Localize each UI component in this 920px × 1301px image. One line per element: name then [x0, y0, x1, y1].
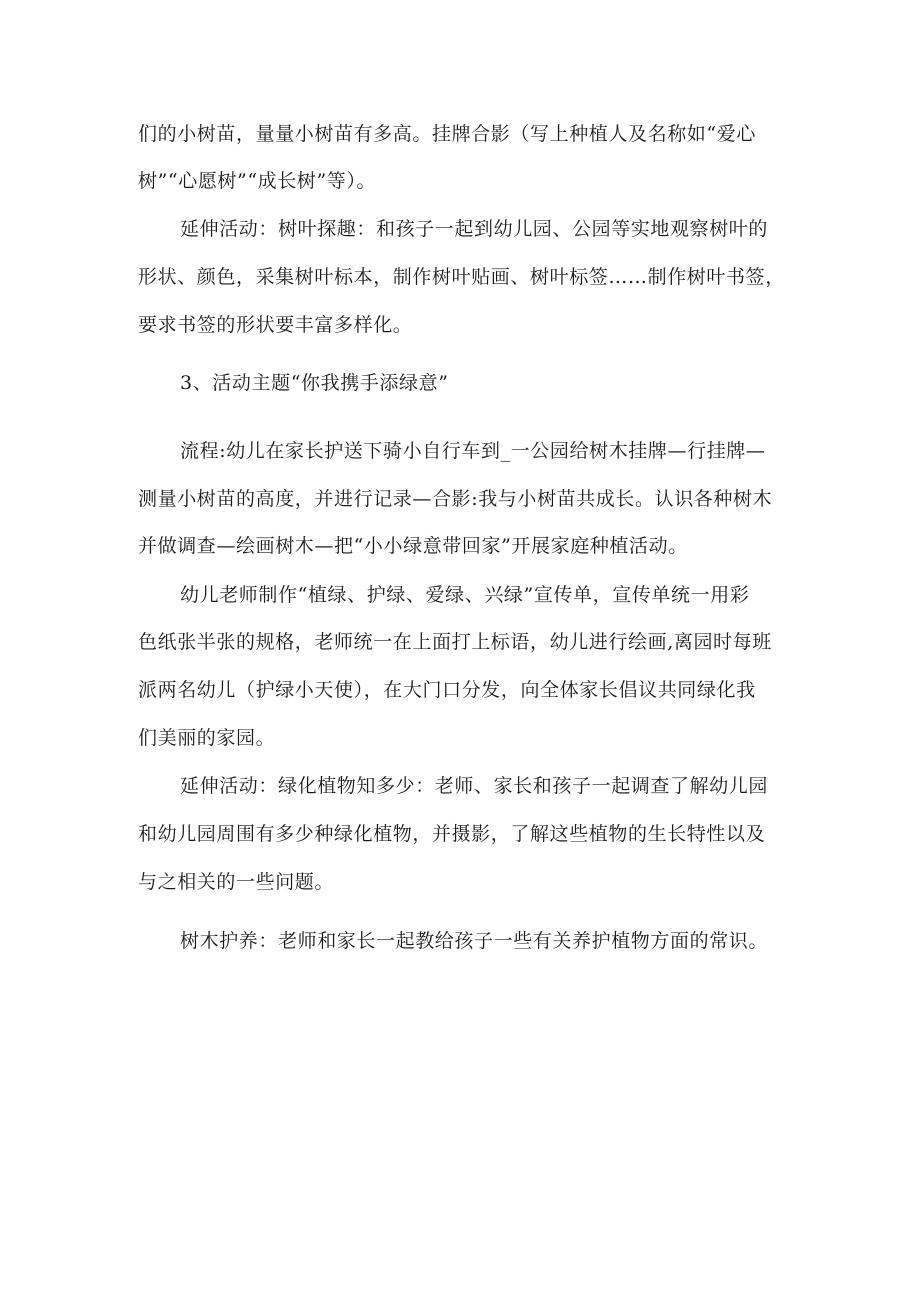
paragraph-line: 要求书签的形状要丰富多样化。 — [138, 314, 413, 336]
paragraph-line: 树木护养：老师和家长一起教给孩子一些有关养护植物方面的常识。 — [180, 930, 769, 952]
paragraph-line: 幼儿老师制作“植绿、护绿、爱绿、兴绿”宣传单，宣传单统一用彩 — [180, 584, 750, 606]
paragraph-line: 们美丽的家园。 — [138, 727, 276, 749]
paragraph-line: 树”“心愿树”“成长树”等）。 — [138, 170, 377, 192]
paragraph-line: 色纸张半张的规格，老师统一在上面打上标语，幼儿进行绘画,离园时每班 — [138, 631, 772, 653]
paragraph-line: 并做调查—绘画树木—把“小小绿意带回家”开展家庭种植活动。 — [138, 535, 688, 557]
paragraph-line: 形状、颜色，采集树叶标本，制作树叶贴画、树叶标签……制作树叶书签， — [138, 266, 785, 288]
paragraph-line: 延伸活动：树叶探趣：和孩子一起到幼儿园、公园等实地观察树叶的 — [180, 218, 769, 240]
paragraph-line: 延伸活动：绿化植物知多少：老师、家长和孩子一起调查了解幼儿园 — [180, 775, 769, 797]
paragraph-line: 测量小树苗的高度，并进行记录—合影:我与小树苗共成长。认识各种树木 — [138, 488, 773, 510]
paragraph-line: 派两名幼儿（护绿小天使），在大门口分发，向全体家长倡议共同绿化我 — [138, 679, 756, 701]
paragraph-line: 流程:幼儿在家长护送下骑小自行车到_一公园给树木挂牌—行挂牌— — [180, 440, 766, 462]
paragraph-line: 们的小树苗，量量小树苗有多高。挂牌合影（写上种植人及名称如“爱心 — [138, 123, 756, 145]
section-heading: 3、活动主题“你我携手添绿意” — [180, 372, 449, 394]
paragraph-line: 与之相关的一些问题。 — [138, 871, 335, 893]
paragraph-line: 和幼儿园周围有多少种绿化植物，并摄影，了解这些植物的生长特性以及 — [138, 823, 766, 845]
